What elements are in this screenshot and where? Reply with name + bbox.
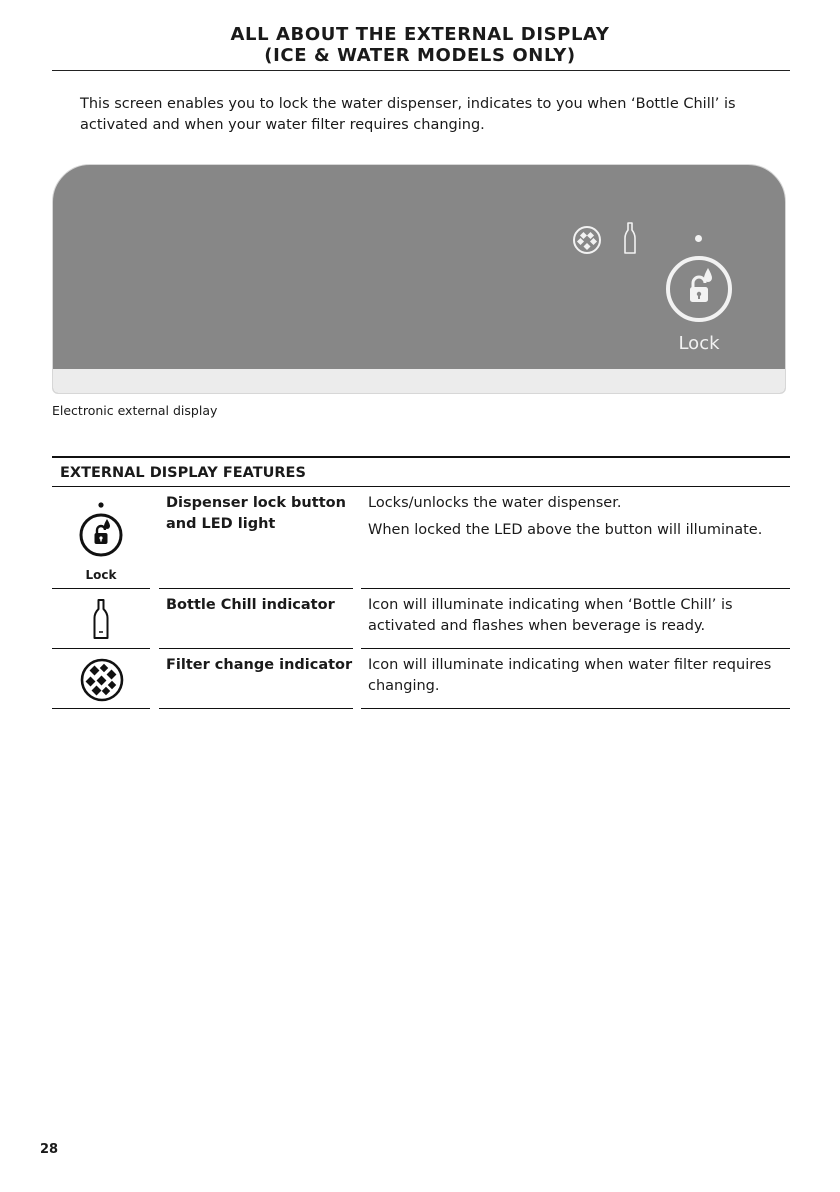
panel-caption: Electronic external display — [52, 403, 218, 418]
feature-description — [361, 649, 790, 696]
feature-name: Bottle Chill indicator — [166, 597, 335, 613]
lock-icon[interactable] — [664, 254, 734, 324]
table-row — [52, 589, 790, 649]
feature-description-line: Icon will illuminate indicating when ‘Bottle Chill’ is activated and flashes when beverage is ready. — [368, 597, 733, 634]
lock-button-diagram — [77, 499, 125, 571]
table-icon-cell — [52, 589, 150, 649]
bottle-icon[interactable] — [623, 221, 637, 255]
table-row — [52, 649, 790, 709]
title-line-2: (ICE & WATER MODELS ONLY) — [264, 45, 576, 66]
feature-name: Dispenser lock button and LED light — [166, 495, 346, 532]
page-number: 28 — [40, 1142, 59, 1157]
external-display-panel — [52, 164, 786, 394]
feature-description — [361, 487, 790, 540]
feature-description-line: Icon will illuminate indicating when water filter requires changing. — [368, 657, 772, 694]
features-heading: EXTERNAL DISPLAY FEATURES — [52, 458, 790, 487]
title-line-1: ALL ABOUT THE EXTERNAL DISPLAY — [230, 24, 610, 45]
lock-led-indicator — [695, 235, 702, 242]
bottle-icon — [92, 598, 110, 640]
feature-description — [361, 589, 790, 636]
feature-description-line: Locks/unlocks the water dispenser. — [368, 495, 622, 511]
table-row — [52, 487, 790, 589]
title-divider — [52, 70, 790, 71]
filter-icon — [80, 658, 124, 702]
feature-name: Filter change indicator — [166, 657, 353, 673]
table-icon-cell — [52, 487, 150, 589]
table-icon-cell — [52, 649, 150, 709]
filter-icon[interactable] — [572, 225, 602, 255]
lock-label: Lock — [678, 333, 720, 354]
lock-icon — [81, 515, 121, 555]
intro-paragraph: This screen enables you to lock the water dispenser, indicates to you when ‘Bottle Chill’ is activated and when your water filter requires changing. — [80, 96, 736, 133]
page-title — [0, 24, 840, 66]
features-table — [52, 456, 790, 709]
feature-description-line: When locked the LED above the button will illuminate. — [368, 521, 763, 538]
panel-bottom-strip — [53, 369, 785, 393]
lock-icon-label: Lock — [85, 568, 117, 582]
